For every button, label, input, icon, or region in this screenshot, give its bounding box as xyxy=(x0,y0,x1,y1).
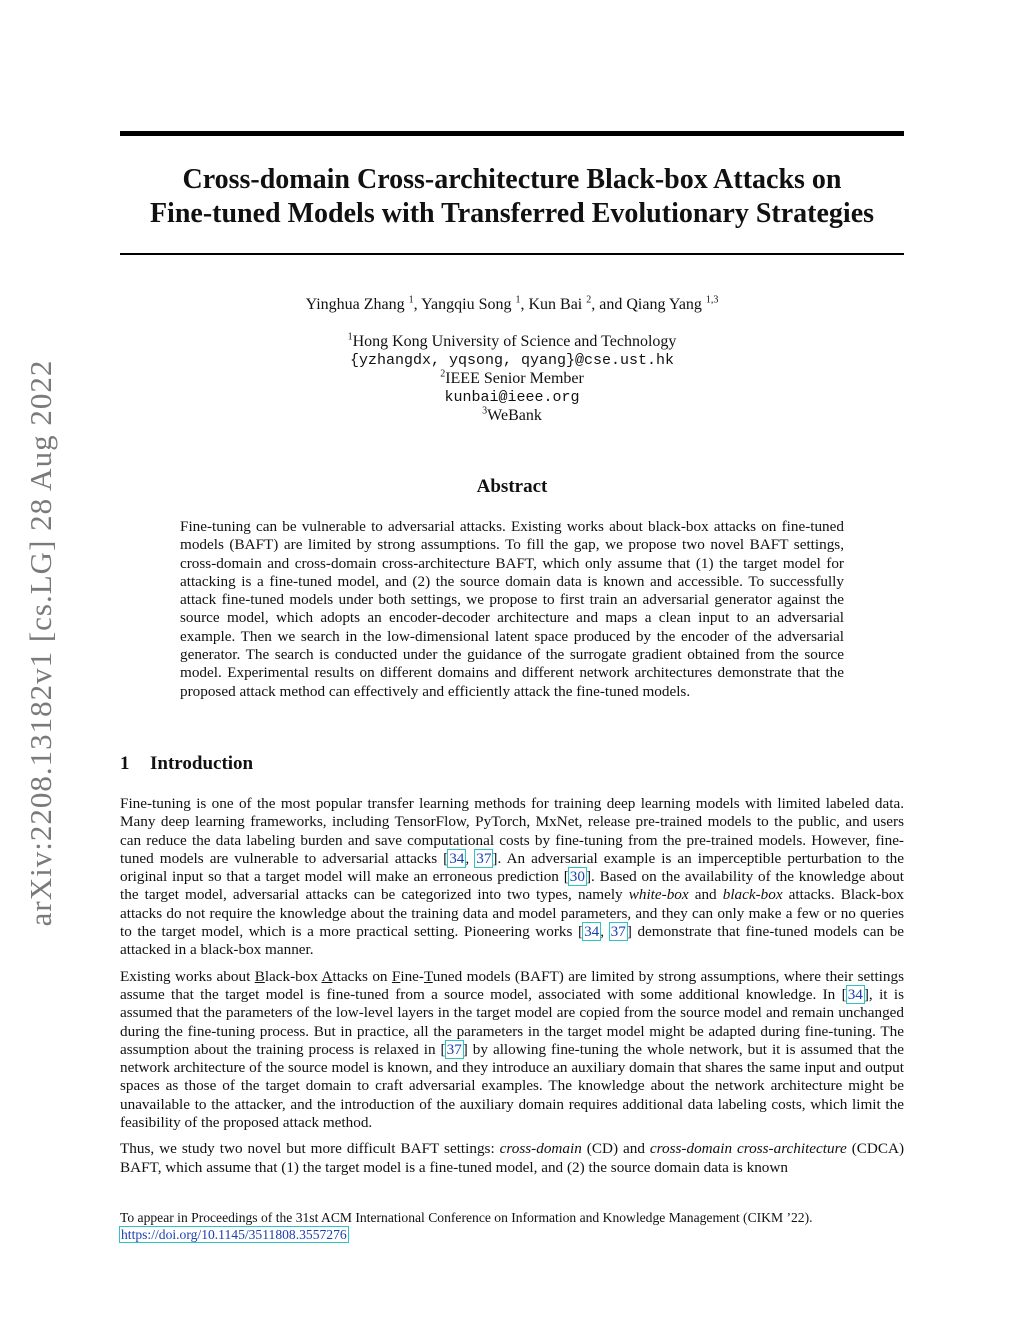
title-top-rule xyxy=(120,131,904,136)
section-title: Introduction xyxy=(150,753,254,774)
abstract-heading: Abstract xyxy=(476,476,548,497)
paragraph-1: Fine-tuning is one of the most popular transfer learning methods for training deep learning models with limited labeled data. Many deep learning frameworks, including TensorFlow, PyTorch, MxNet, release pre-trained models to the public, and users can reduce the data labeling burden and save computational costs by fine-tuning from the pre-trained models. However, fine-tuned models are vulnerable to adversarial attacks [34, 37]. An adversarial example is an imperceptible perturbation to the original input so that a target model will make an erroneous prediction [30]. Based on the availability of the knowledge about the target model, adversarial attacks can be categorized into two types, namely white-box and black-box attacks. Black-box attacks do not require the knowledge about the training data and model parameters, and they can only make a few or no queries to the target model, which is a more practical setting. Pioneering works [34, 37] demonstrate that fine-tuned models can be attacked in a black-box manner. xyxy=(120,795,905,959)
citation-link[interactable]: 37 xyxy=(476,849,492,867)
author-affil-mark: 1 xyxy=(408,294,414,306)
title-line-1: Cross-domain Cross-architecture Black-box Attacks on xyxy=(182,164,842,195)
abstract-body: Fine-tuning can be vulnerable to adversarial attacks. Existing works about black-box attacks on fine-tuned models (BAFT) are limited by strong assumptions. To fill the gap, we propose two novel BAFT settings, cross-domain and cross-domain cross-architecture BAFT, which only assume that (1) the target model for attacking is a fine-tuned model, and (2) the source domain data is known and accessible. To successfully attack fine-tuned models under both settings, we propose to first train an adversarial generator against the source model, which adopts an encoder-decoder architecture and maps a clean input to an adversarial example. Then we search in the low-dimensional latent space produced by the encoder of the adversarial generator. The search is conducted under the guidance of the surrogate gradient obtained from the source model. Experimental results on different domains and different network architectures demonstrate that the proposed attack method can effectively and efficiently attack the fine-tuned models. xyxy=(180,518,844,700)
section-heading-introduction xyxy=(120,753,253,775)
hkust-emails: {yzhangdx, yqsong, qyang}@cse.ust.hk xyxy=(349,351,675,369)
footnote xyxy=(120,1209,904,1243)
paper-title xyxy=(100,163,924,231)
paragraph-2: Existing works about Black-box Attacks on Fine-Tuned models (BAFT) are limited by strong assumptions, where their settings assume that the target model is fine-tuned from a source model, associated with some additional knowledge. In [34], it is assumed that the parameters of the low-level layers in the target model are copied from the source model and remain unchanged during the fine-tuning process. But in practice, all the parameters in the target model might be adapted during fine-tuning. The assumption about the training process is relaxed in [37] by allowing fine-tuning the whole network, but it is assumed that the network architecture of the source model is known, and they introduce an auxiliary domain that shares the same input and output spaces as those of the target domain to craft adversarial examples. The knowledge about the network architecture might be unavailable to the attacker, and the introduction of the auxiliary domain requires additional data labeling costs, which limit the feasibility of the proposed attack method. xyxy=(120,967,904,1132)
author-name: Yinghua Zhang xyxy=(305,296,405,313)
title-line-2: Fine-tuned Models with Transferred Evolutionary Strategies xyxy=(149,198,875,229)
affiliations xyxy=(120,333,904,426)
ieee-email: kunbai@ieee.org xyxy=(444,388,580,406)
citation-link[interactable]: 34 xyxy=(847,985,863,1003)
author-affil-mark: 1 xyxy=(515,294,521,306)
paragraph-3: Thus, we study two novel but more difficult BAFT settings: cross-domain (CD) and cross-domain cross-architecture (CDCA) BAFT, which assume that (1) the target model is a fine-tuned model, and (2) the source domain data is known xyxy=(120,1140,905,1176)
doi-link[interactable]: https://doi.org/10.1145/3511808.3557276 xyxy=(121,1227,347,1242)
arxiv-identifier: arXiv:2208.13182v1 [cs.LG] 28 Aug 2022 xyxy=(23,359,58,927)
affiliation-hkust: $^1$Hong Kong University of Science and Technology xyxy=(347,331,677,350)
affiliation-webank: $^3$WeBank xyxy=(482,405,542,424)
citation-link[interactable]: 37 xyxy=(610,923,626,941)
title-bottom-rule xyxy=(120,253,904,255)
introduction-body xyxy=(120,795,904,1185)
citation-link[interactable]: 30 xyxy=(569,868,585,886)
footnote-text: To appear in Proceedings of the 31st ACM International Conference on Information and Knowledge Management (CIKM ’22). xyxy=(120,1210,813,1225)
author-affil-mark: 2 xyxy=(586,294,592,306)
citation-link[interactable]: 37 xyxy=(446,1040,462,1058)
author-affil-mark: 1,3 xyxy=(705,294,719,306)
affiliation-ieee: $^2$IEEE Senior Member xyxy=(440,368,584,387)
citation-link[interactable]: 34 xyxy=(584,923,600,941)
section-number: 1 xyxy=(120,753,130,774)
citation-link[interactable]: 34 xyxy=(449,849,465,867)
author-name: Yangqiu Song xyxy=(421,296,512,313)
author-name: and Qiang Yang xyxy=(599,296,702,313)
author-list: Yinghua Zhang $^1$, Yangqiu Song $^1$, Kun Bai $^2$, and Qiang Yang $^{1,3}$ xyxy=(305,294,719,313)
author-name: Kun Bai xyxy=(528,296,583,313)
